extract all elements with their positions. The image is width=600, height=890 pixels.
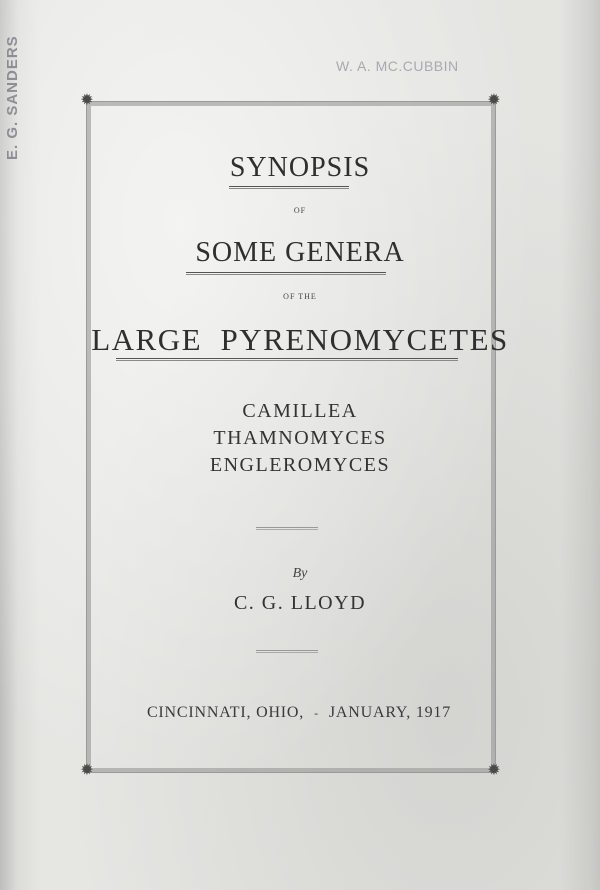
spine-stamp: E. G. SANDERS: [4, 35, 21, 160]
genus-item: ENGLEROMYCES: [209, 454, 391, 476]
owner-stamp: W. A. MC.CUBBIN: [336, 58, 459, 74]
corner-ornament-icon: ✹: [487, 92, 501, 109]
author-name: C. G. LLOYD: [233, 592, 367, 614]
title-underline: [116, 358, 458, 361]
genus-item: THAMNOMYCES: [213, 427, 387, 449]
section-divider: [256, 527, 318, 530]
title-line-synopsis: SYNOPSIS: [229, 152, 371, 183]
genus-item: CAMILLEA: [242, 400, 358, 422]
title-underline: [229, 186, 349, 189]
title-underline: [186, 272, 386, 275]
byline-by: By: [292, 566, 308, 581]
imprint: [0, 704, 600, 722]
title-connector-of: OF: [293, 206, 307, 215]
title-connector-of-the: OF THE: [283, 292, 317, 301]
imprint-place: CINCINNATI, OHIO,: [146, 704, 305, 721]
title-line-some-genera: SOME GENERA: [195, 237, 405, 268]
title-line-large-pyrenomycetes: LARGE PYRENOMYCETES: [91, 322, 509, 357]
corner-ornament-icon: ✹: [80, 762, 94, 779]
corner-ornament-icon: ✹: [487, 762, 501, 779]
imprint-date: JANUARY, 1917: [328, 704, 452, 721]
section-divider: [256, 650, 318, 653]
corner-ornament-icon: ✹: [80, 92, 94, 109]
imprint-separator: -: [314, 706, 319, 720]
